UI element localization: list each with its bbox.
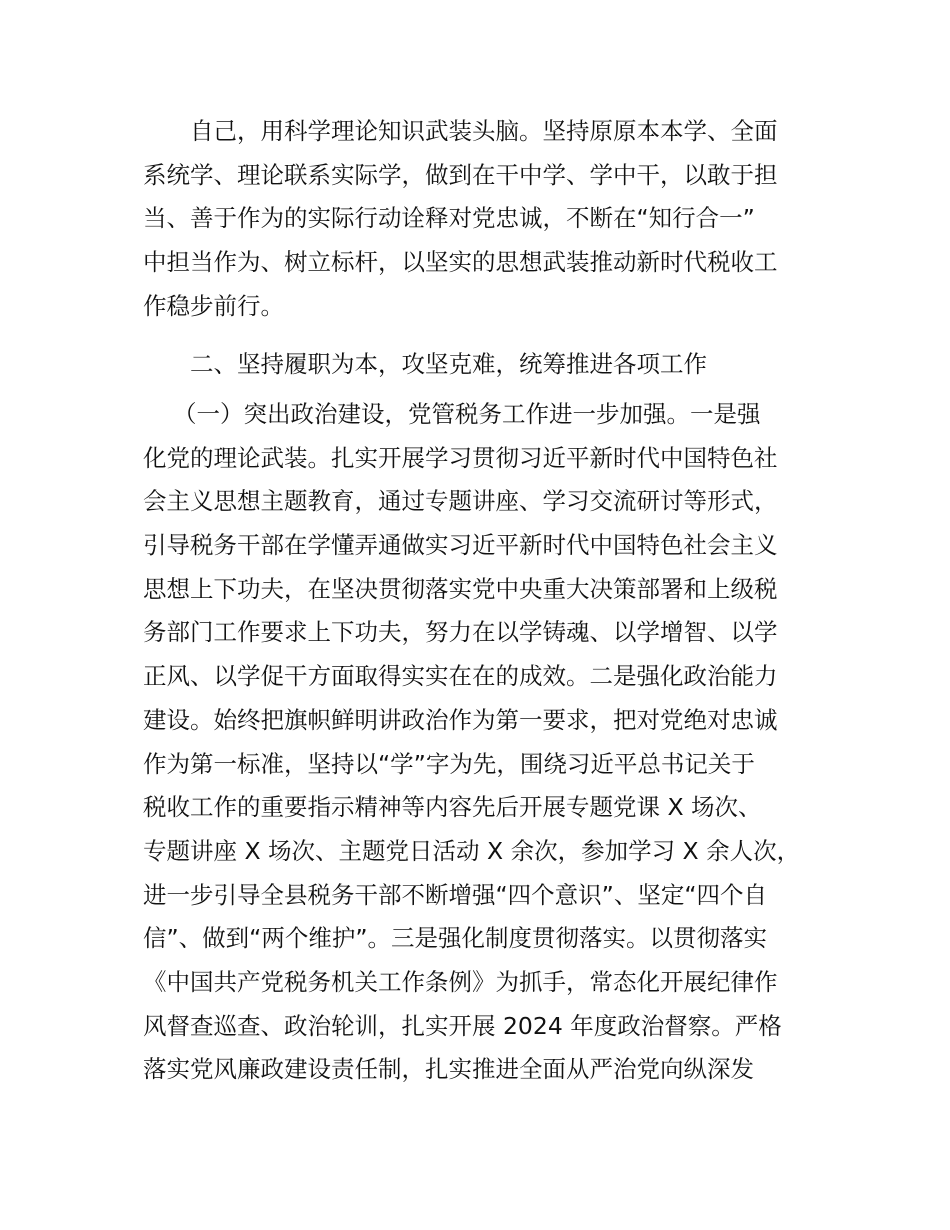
text-line: 风督查巡查、政治轮训，扎实开展 2024 年度政治督察。严格 (143, 1011, 782, 1040)
text-line: 会主义思想主题教育，通过专题讲座、学习交流研讨等形式， (143, 487, 778, 516)
text-line: 当、善于作为的实际行动诠释对党忠诚，不断在“知行合一” (143, 204, 755, 233)
text-line: 系统学、理论联系实际学，做到在干中学、学中干，以敢于担 (143, 160, 778, 189)
text-line: 化党的理论武装。扎实开展学习贯彻习近平新时代中国特色社 (143, 443, 778, 472)
text-line: 正风、以学促干方面取得实实在在的成效。二是强化政治能力 (143, 662, 778, 691)
text-line: 《中国共产党税务机关工作条例》为抓手，常态化开展纪律作 (143, 967, 778, 996)
text-line: 思想上下功夫，在坚决贯彻落实党中央重大决策部署和上级税 (143, 574, 778, 603)
paragraph-continuation (143, 110, 823, 328)
text-line: 落实党风廉政建设责任制，扎实推进全面从严治党向纵深发 (143, 1055, 754, 1084)
text-line: 务部门工作要求上下功夫，努力在以学铸魂、以学增智、以学 (143, 618, 778, 647)
text-line: 专题讲座 X 场次、主题党日活动 X 余次，参加学习 X 余人次， (143, 836, 801, 865)
section-heading (143, 343, 823, 387)
text-line: 建设。始终把旗帜鲜明讲政治作为第一要求，把对党绝对忠诚 (143, 705, 778, 734)
text-line: 作稳步前行。 (143, 291, 284, 320)
text-line: 信”、做到“两个维护”。三是强化制度贯彻落实。以贯彻落实 (143, 924, 768, 953)
text-line: 自己，用科学理论知识武装头脑。坚持原原本本学、全面 (190, 117, 778, 145)
text-line: 进一步引导全县税务干部不断增强“四个意识”、坚定“四个自 (143, 880, 768, 909)
text-line: 引导税务干部在学懂弄通做实习近平新时代中国特色社会主义 (143, 531, 778, 560)
text-line: 税收工作的重要指示精神等内容先后开展专题党课 X 场次、 (143, 793, 762, 822)
text-line: （一）突出政治建设，党管税务工作进一步加强。一是强 (173, 400, 761, 428)
text-line: 中担当作为、树立标杆，以坚实的思想武装推动新时代税收工 (143, 248, 778, 277)
heading-text: 二、坚持履职为本，攻坚克难，统筹推进各项工作 (190, 350, 707, 378)
paragraph-party-building (143, 393, 823, 1092)
text-line: 作为第一标准，坚持以“学”字为先，围绕习近平总书记关于 (143, 749, 755, 778)
